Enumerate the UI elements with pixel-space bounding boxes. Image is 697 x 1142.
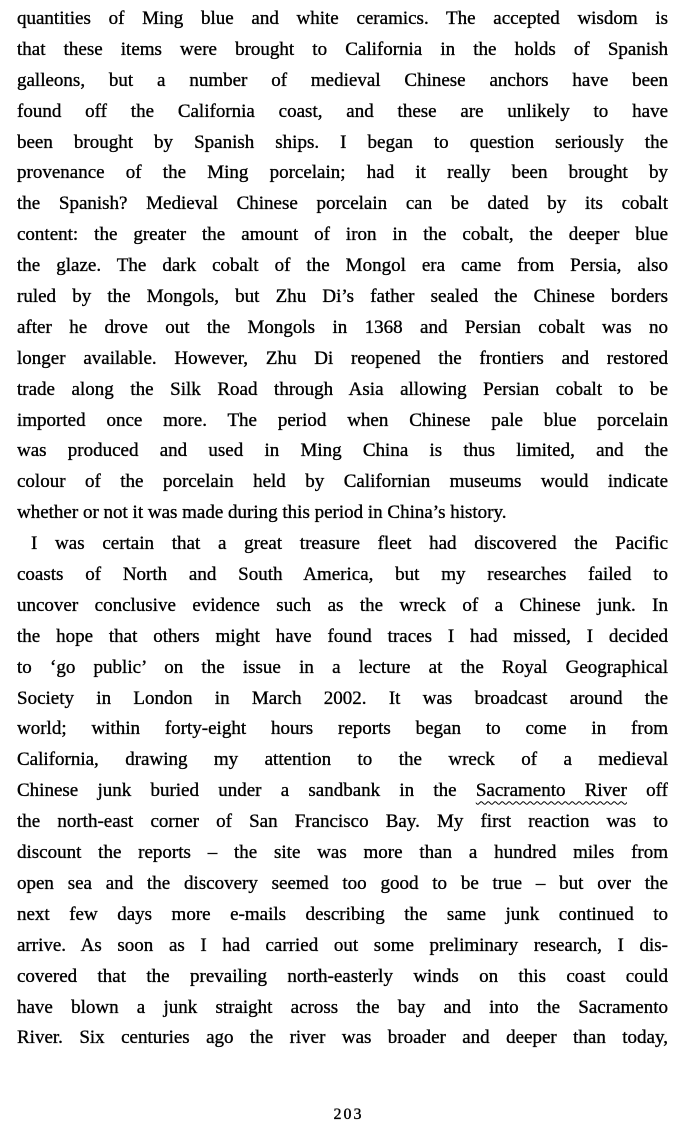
text-line: open sea and the discovery seemed too good to be true – but over the [17, 872, 668, 894]
text-segment: off [626, 780, 668, 802]
paragraph-1 [17, 4, 668, 529]
text-line: covered that the prevailing north-easterly winds on this coast could [17, 965, 668, 987]
text-line: world; within forty-eight hours reports began to come in from [17, 718, 668, 740]
text-line: was produced and used in Ming China is thus limited, and the [17, 440, 668, 462]
text-line: to ‘go public’ on the issue in a lecture at the Royal Geographical [17, 656, 668, 678]
text-line: whether or not it was made during this period in China’s history. [17, 502, 507, 524]
text-line: Society in London in March 2002. It was broadcast around the [17, 687, 668, 709]
text-line: uncover conclusive evidence such as the wreck of a Chinese junk. In [17, 594, 668, 616]
text-line [17, 776, 668, 807]
text-line: after he drove out the Mongols in 1368 and Persian cobalt was no [17, 316, 668, 338]
text-line: galleons, but a number of medieval Chinese anchors have been [17, 69, 668, 91]
text-line: the glaze. The dark cobalt of the Mongol era came from Persia, also [17, 255, 668, 277]
text-line: been brought by Spanish ships. I began to question seriously the [17, 131, 668, 153]
text-segment: Chinese junk buried under a sandbank in the [17, 780, 476, 802]
text-line: the hope that others might have found traces I had missed, I decided [17, 625, 668, 647]
text-line: next few days more e-mails describing the same junk continued to [17, 903, 668, 925]
text-line: imported once more. The period when Chinese pale blue porcelain [17, 409, 668, 431]
text-line: California, drawing my attention to the wreck of a medieval [17, 749, 668, 771]
text-line: longer available. However, Zhu Di reopened the frontiers and restored [17, 347, 668, 369]
text-line: that these items were brought to California in the holds of Spanish [17, 38, 668, 60]
text-line: I was certain that a great treasure fleet had discovered the Pacific [31, 533, 668, 555]
text-line: ruled by the Mongols, but Zhu Di’s father sealed the Chinese borders [17, 286, 668, 308]
text-line: discount the reports – the site was more than a hundred miles from [17, 842, 668, 864]
text-line: River. Six centuries ago the river was broader and deeper than today, [17, 1027, 668, 1049]
text-line: content: the greater the amount of iron in the cobalt, the deeper blue [17, 224, 668, 246]
text-line: coasts of North and South America, but my researches failed to [17, 564, 668, 586]
text-line: have blown a junk straight across the bay and into the Sacramento [17, 996, 668, 1018]
wavy-underline-annotation: Sacramento River [475, 780, 627, 802]
text-line: provenance of the Ming porcelain; had it really been brought by [17, 162, 668, 184]
paragraph-2 [17, 529, 668, 1054]
text-line: the Spanish? Medieval Chinese porcelain can be dated by its cobalt [17, 193, 668, 215]
text-line: arrive. As soon as I had carried out some preliminary research, I dis- [17, 934, 668, 956]
text-line: the north-east corner of San Francisco Bay. My first reaction was to [17, 811, 668, 833]
page-number: 203 [333, 1106, 364, 1123]
text-line: colour of the porcelain held by Californian museums would indicate [17, 471, 668, 493]
text-line: found off the California coast, and these are unlikely to have [17, 100, 668, 122]
text-line: trade along the Silk Road through Asia allowing Persian cobalt to be [17, 378, 668, 400]
page-text [17, 4, 668, 1054]
text-line: quantities of Ming blue and white ceramics. The accepted wisdom is [17, 8, 668, 29]
